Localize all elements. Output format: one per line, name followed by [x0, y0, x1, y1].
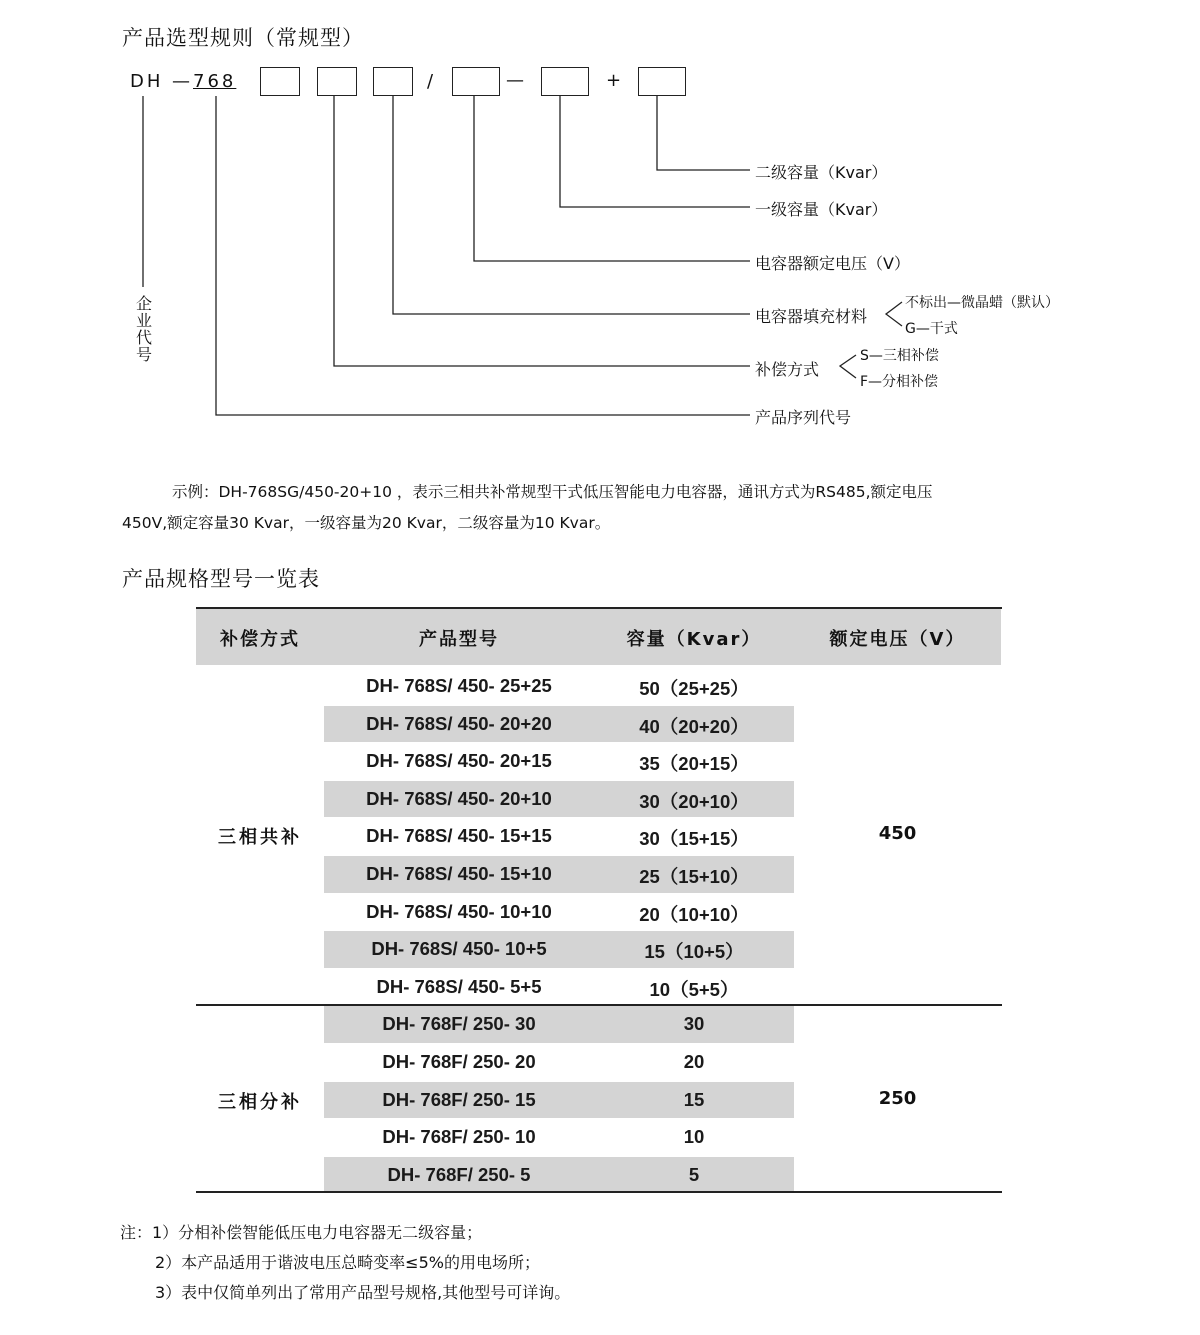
group-name: 三相分补 — [218, 1092, 302, 1113]
cell-model: DH- 768S/ 450- 25+25 — [366, 675, 552, 696]
header-model: 产品型号 — [419, 629, 499, 650]
cell-capacity: 10 — [683, 1126, 705, 1148]
label-filling-option-wax: 不标出—微晶蜡（默认） — [905, 295, 1059, 311]
cell-model: DH- 768S/ 450- 10+10 — [366, 900, 552, 922]
label-comp-option-split-phase: F—分相补偿 — [860, 374, 939, 390]
group-voltage: 450 — [878, 823, 917, 844]
cell-model: DH- 768S/ 450- 20+20 — [366, 712, 552, 734]
code-prefix: DH — [130, 71, 164, 92]
selection-connector-lines — [0, 0, 1200, 460]
table-bottom-rule — [196, 1191, 1002, 1193]
cell-capacity: 15 — [683, 1088, 705, 1110]
label-first-capacity: 一级容量（Kvar） — [755, 200, 888, 219]
cell-capacity: 10（5+5） — [649, 978, 739, 1000]
label-filling-option-dry: G—干式 — [905, 321, 958, 337]
cell-capacity: 50（25+25） — [639, 678, 749, 699]
cell-model: DH- 768S/ 450- 20+10 — [366, 787, 552, 809]
cell-capacity: 15（10+5） — [644, 941, 744, 963]
cell-model: DH- 768F/ 250- 10 — [382, 1126, 536, 1148]
cell-model: DH- 768S/ 450- 20+15 — [366, 750, 552, 772]
header-voltage: 额定电压（V） — [829, 629, 966, 650]
cell-capacity: 25（15+10） — [639, 866, 749, 887]
label-series-code: 产品序列代号 — [755, 408, 852, 427]
code-series: 768 — [193, 71, 237, 92]
cell-capacity: 35（20+15） — [639, 753, 749, 775]
cell-model: DH- 768F/ 250- 15 — [382, 1088, 536, 1110]
header-capacity: 容量（Kvar） — [626, 629, 762, 650]
cell-model: DH- 768F/ 250- 5 — [387, 1163, 531, 1185]
rules-title: 产品选型规则（常规型） — [122, 26, 364, 50]
code-dash2: — — [506, 70, 527, 91]
label-compensation: 补偿方式 — [755, 360, 820, 379]
cell-capacity: 30（20+10） — [639, 790, 749, 812]
cell-model: DH- 768S/ 450- 5+5 — [376, 975, 542, 997]
label-rated-voltage: 电容器额定电压（V） — [755, 254, 910, 273]
label-comp-option-three-phase: S—三相补偿 — [860, 348, 939, 364]
code-slash: / — [427, 71, 437, 92]
company-code-char: 代 — [135, 328, 152, 347]
cell-capacity: 30 — [683, 1013, 705, 1035]
company-code-char: 号 — [135, 345, 152, 364]
cell-model: DH- 768S/ 450- 15+10 — [366, 863, 552, 884]
cell-model: DH- 768F/ 250- 30 — [382, 1013, 536, 1035]
cell-model: DH- 768F/ 250- 20 — [382, 1051, 536, 1072]
cell-capacity: 5 — [688, 1163, 700, 1185]
cell-capacity: 20 — [683, 1051, 705, 1072]
cell-capacity: 40（20+20） — [639, 715, 749, 737]
cell-model: DH- 768S/ 450- 15+15 — [366, 825, 552, 847]
note-3: 3）表中仅简单列出了常用产品型号规格,其他型号可详询。 — [155, 1283, 571, 1302]
example-line-2: 450V,额定容量30 Kvar，一级容量为20 Kvar，二级容量为10 Kvar。 — [122, 514, 611, 532]
group-divider-rule — [196, 1004, 1002, 1006]
table-title: 产品规格型号一览表 — [122, 567, 320, 591]
label-second-capacity: 二级容量（Kvar） — [755, 163, 888, 182]
cell-capacity: 20（10+10） — [639, 903, 749, 925]
code-dash: — — [172, 71, 193, 92]
company-code-char: 企 — [135, 294, 152, 313]
cell-capacity: 30（15+15） — [639, 828, 749, 850]
example-line-1: 示例：DH-768SG/450-20+10 ，表示三相共补常规型干式低压智能电力电容器，通讯方式为RS485,额定电压 — [172, 483, 933, 501]
code-plus: + — [606, 70, 625, 91]
company-code-char: 业 — [135, 311, 152, 330]
note-2: 2）本产品适用于谐波电压总畸变率≤5%的用电场所； — [155, 1253, 540, 1272]
cell-model: DH- 768S/ 450- 10+5 — [371, 938, 547, 960]
group-voltage: 250 — [878, 1088, 917, 1109]
group-name: 三相共补 — [218, 827, 302, 848]
note-1: 注：1）分相补偿智能低压电力电容器无二级容量； — [120, 1223, 483, 1242]
header-compensation: 补偿方式 — [220, 629, 300, 650]
label-filling-material: 电容器填充材料 — [755, 307, 868, 326]
label-company-code — [135, 295, 153, 363]
